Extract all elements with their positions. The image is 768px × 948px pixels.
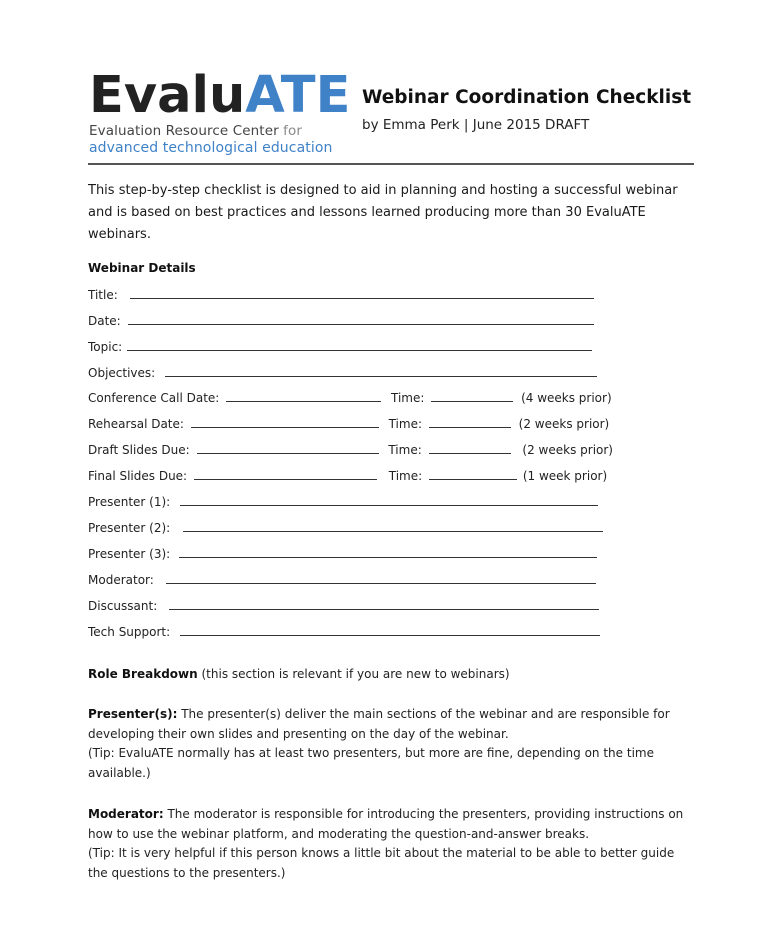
title-field[interactable]: [88, 285, 594, 303]
field-label: Draft Slides Due:: [88, 443, 190, 457]
presenter-3-field[interactable]: [88, 544, 597, 562]
timing-note: (2 weeks prior): [518, 417, 610, 431]
date-blank-line[interactable]: [128, 311, 594, 325]
moderator-role-tip: (Tip: It is very helpful if this person knows a little bit about the material to be able to better guide the questions to the presenters.): [88, 846, 675, 880]
logo-wordmark-dark: Evalu: [89, 66, 246, 125]
presenters-role-tip: (Tip: EvaluATE normally has at least two presenters, but more are fine, depending on the time available.): [88, 746, 654, 780]
final-slides-time-line[interactable]: [429, 466, 517, 480]
title-blank-line[interactable]: [130, 285, 594, 299]
tech-support-field[interactable]: [88, 622, 600, 640]
title-block: [362, 86, 691, 134]
objectives-blank-line[interactable]: [165, 363, 597, 377]
webinar-details-heading: Webinar Details: [88, 261, 196, 275]
logo-wordmark-blue: ATE: [245, 66, 351, 125]
conference-call-date-line[interactable]: [226, 388, 381, 402]
presenter-2-field[interactable]: [88, 518, 603, 536]
discussant-line[interactable]: [169, 596, 599, 610]
field-label: Date:: [88, 314, 121, 328]
rehearsal-date-field[interactable]: [88, 414, 609, 432]
role-breakdown-heading: [88, 665, 688, 685]
field-label: Tech Support:: [88, 625, 171, 639]
field-label: Moderator:: [88, 573, 154, 587]
moderator-role-description: [88, 805, 688, 883]
final-slides-due-field[interactable]: [88, 466, 607, 484]
presenters-role-label: Presenter(s):: [88, 707, 178, 721]
presenter-3-line[interactable]: [179, 544, 597, 558]
document-title: Webinar Coordination Checklist: [362, 87, 692, 108]
moderator-line[interactable]: [166, 570, 596, 584]
field-label: Presenter (3):: [88, 547, 171, 561]
presenter-1-field[interactable]: [88, 492, 598, 510]
conference-call-time-line[interactable]: [431, 388, 513, 402]
evaluate-logo: [89, 66, 351, 156]
tech-support-line[interactable]: [180, 622, 600, 636]
logo-wordmark: [89, 66, 351, 125]
moderator-field[interactable]: [88, 570, 596, 588]
field-label: Conference Call Date:: [88, 391, 220, 405]
logo-tagline-2: advanced technological education: [89, 140, 333, 156]
draft-slides-due-field[interactable]: [88, 440, 613, 458]
logo-tagline-text: Evaluation Resource Center: [89, 123, 279, 139]
draft-slides-time-line[interactable]: [429, 440, 511, 454]
conference-call-date-field[interactable]: [88, 388, 612, 406]
objectives-field[interactable]: [88, 363, 597, 381]
time-label: Time:: [388, 417, 423, 431]
presenter-1-line[interactable]: [180, 492, 598, 506]
time-label: Time:: [390, 391, 425, 405]
field-label: Topic:: [88, 340, 123, 354]
timing-note: (4 weeks prior): [521, 391, 612, 405]
field-label: Title:: [88, 288, 118, 302]
field-label: Presenter (1):: [88, 495, 171, 509]
presenter-2-line[interactable]: [183, 518, 603, 532]
rehearsal-time-line[interactable]: [429, 414, 511, 428]
presenters-role-text: The presenter(s) deliver the main sections of the webinar and are responsible for developing their own slides and presenting on the day of the webinar.: [88, 707, 670, 741]
field-label: Rehearsal Date:: [88, 417, 184, 431]
discussant-field[interactable]: [88, 596, 599, 614]
presenters-role-description: [88, 705, 688, 783]
logo-tagline-for: for: [283, 123, 303, 139]
date-field[interactable]: [88, 311, 594, 329]
field-label: Discussant:: [88, 599, 158, 613]
time-label: Time:: [388, 469, 423, 483]
timing-note: (2 weeks prior): [522, 443, 613, 457]
topic-blank-line[interactable]: [127, 337, 592, 351]
moderator-role-label: Moderator:: [88, 807, 164, 821]
moderator-role-text: The moderator is responsible for introducing the presenters, providing instructions on how to use the webinar platform, and moderating the question-and-answer breaks.: [88, 807, 684, 841]
field-label: Final Slides Due:: [88, 469, 188, 483]
topic-field[interactable]: [88, 337, 592, 355]
time-label: Time:: [388, 443, 422, 457]
document-byline: by Emma Perk | June 2015 DRAFT: [362, 117, 590, 133]
field-label: Objectives:: [88, 366, 156, 380]
field-label: Presenter (2):: [88, 521, 171, 535]
role-breakdown-note: (this section is relevant if you are new to webinars): [197, 667, 510, 681]
timing-note: (1 week prior): [522, 469, 608, 483]
role-breakdown-title: Role Breakdown: [88, 667, 198, 681]
header-divider: [88, 163, 694, 165]
rehearsal-date-line[interactable]: [191, 414, 379, 428]
final-slides-date-line[interactable]: [194, 466, 377, 480]
intro-paragraph: This step-by-step checklist is designed to aid in planning and hosting a successful webinar and is based on best practices and lessons learned producing more than 30 EvaluATE webinars.: [88, 183, 678, 242]
draft-slides-date-line[interactable]: [197, 440, 379, 454]
